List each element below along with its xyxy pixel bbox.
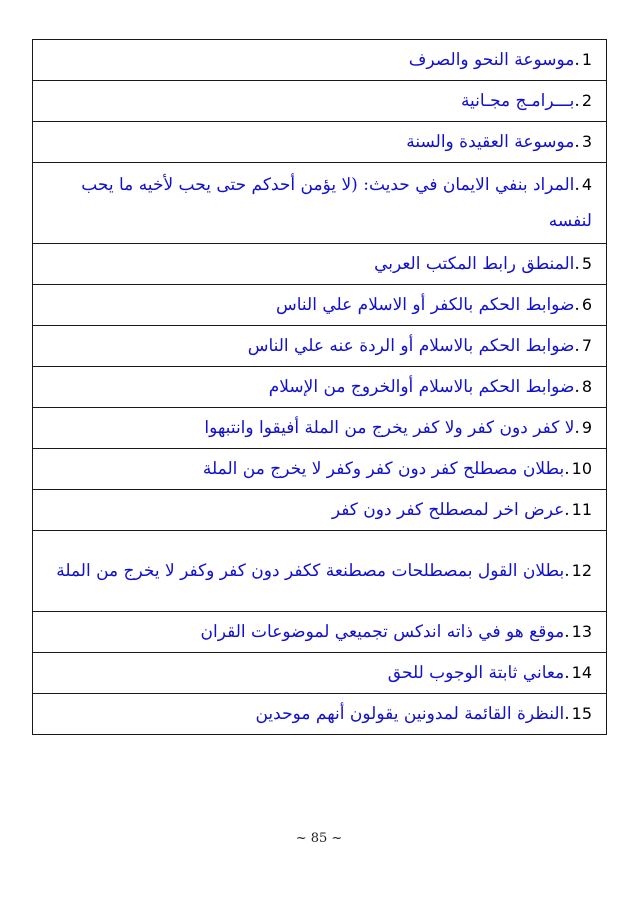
link-cell xyxy=(33,490,607,531)
item-number: 8 xyxy=(581,377,592,396)
item-link[interactable]: المراد بنفي الايمان في حديث: (لا يؤمن أحدكم حتى يحب لأخيه ما يحب لنفسه xyxy=(81,175,592,231)
item-link[interactable]: النظرة القائمة لمدونين يقولون أنهم موحدين xyxy=(255,704,565,724)
table-row xyxy=(33,612,607,653)
table-row xyxy=(33,531,607,612)
item-number: 3 xyxy=(581,132,592,151)
link-cell xyxy=(33,408,607,449)
item-link[interactable]: لا كفر دون كفر ولا كفر يخرج من الملة أفيقوا وانتبهوا xyxy=(204,418,575,438)
links-table-body xyxy=(33,40,607,735)
table-row xyxy=(33,408,607,449)
item-link[interactable]: ضوابط الحكم بالاسلام أو الردة عنه علي الناس xyxy=(247,336,575,356)
item-link[interactable]: بطلان القول بمصطلحات مصطنعة ككفر دون كفر وكفر لا يخرج من الملة xyxy=(56,561,565,581)
link-cell xyxy=(33,449,607,490)
link-cell xyxy=(33,653,607,694)
table-row xyxy=(33,367,607,408)
item-number: 14 xyxy=(571,663,592,682)
link-cell xyxy=(33,694,607,735)
item-link[interactable]: بـــرامـج مجـانية xyxy=(460,91,575,111)
link-cell xyxy=(33,326,607,367)
item-link[interactable]: عرض اخر لمصطلح كفر دون كفر xyxy=(331,500,565,520)
item-number: 10 xyxy=(571,459,592,478)
item-number: 7 xyxy=(581,336,592,355)
item-number: 11 xyxy=(571,500,592,519)
item-number-dot: . xyxy=(574,50,580,70)
link-cell xyxy=(33,367,607,408)
table-row xyxy=(33,449,607,490)
item-number-dot: . xyxy=(574,336,580,356)
item-link[interactable]: بطلان مصطلح كفر دون كفر وكفر لا يخرج من الملة xyxy=(202,459,565,479)
item-number: 6 xyxy=(581,295,592,314)
table-row xyxy=(33,163,607,244)
item-link[interactable]: ضوابط الحكم بالكفر أو الاسلام علي الناس xyxy=(275,295,575,315)
item-number: 9 xyxy=(581,418,592,437)
item-number-dot: . xyxy=(574,418,580,438)
link-cell xyxy=(33,81,607,122)
table-row xyxy=(33,326,607,367)
item-link[interactable]: موسوعة النحو والصرف xyxy=(408,50,575,70)
page-number: ~ 85 ~ xyxy=(295,831,343,846)
item-number: 13 xyxy=(571,622,592,641)
item-number-dot: . xyxy=(564,663,570,683)
item-number-dot: . xyxy=(574,295,580,315)
item-number-dot: . xyxy=(574,91,580,111)
item-number: 1 xyxy=(581,50,592,69)
item-link[interactable]: المنطق رابط المكتب العربي xyxy=(374,254,575,274)
link-cell xyxy=(33,122,607,163)
link-cell xyxy=(33,163,607,244)
item-number-dot: . xyxy=(564,622,570,642)
item-number: 15 xyxy=(571,704,592,723)
table-row xyxy=(33,285,607,326)
item-link[interactable]: معاني ثابتة الوجوب للحق xyxy=(387,663,565,683)
table-row xyxy=(33,122,607,163)
item-number-dot: . xyxy=(574,254,580,274)
item-link[interactable]: موقع هو في ذاته اندكس تجميعي لموضوعات القران xyxy=(200,622,565,642)
item-link[interactable]: ضوابط الحكم بالاسلام أوالخروج من الإسلام xyxy=(268,377,575,397)
item-number-dot: . xyxy=(564,561,570,581)
table-row xyxy=(33,244,607,285)
link-cell xyxy=(33,40,607,81)
links-table xyxy=(32,39,607,735)
table-row xyxy=(33,694,607,735)
link-cell xyxy=(33,244,607,285)
item-number-dot: . xyxy=(574,377,580,397)
item-number-dot: . xyxy=(574,175,580,195)
item-link[interactable]: موسوعة العقيدة والسنة xyxy=(406,132,575,152)
table-row xyxy=(33,40,607,81)
link-cell xyxy=(33,285,607,326)
item-number: 5 xyxy=(581,254,592,273)
table-row xyxy=(33,653,607,694)
link-cell xyxy=(33,612,607,653)
item-number-dot: . xyxy=(564,704,570,724)
item-number: 4 xyxy=(581,175,592,194)
item-number: 12 xyxy=(571,561,592,580)
item-number: 2 xyxy=(581,91,592,110)
item-number-dot: . xyxy=(564,459,570,479)
link-cell xyxy=(33,531,607,612)
table-row xyxy=(33,81,607,122)
item-number-dot: . xyxy=(564,500,570,520)
table-row xyxy=(33,490,607,531)
item-number-dot: . xyxy=(574,132,580,152)
